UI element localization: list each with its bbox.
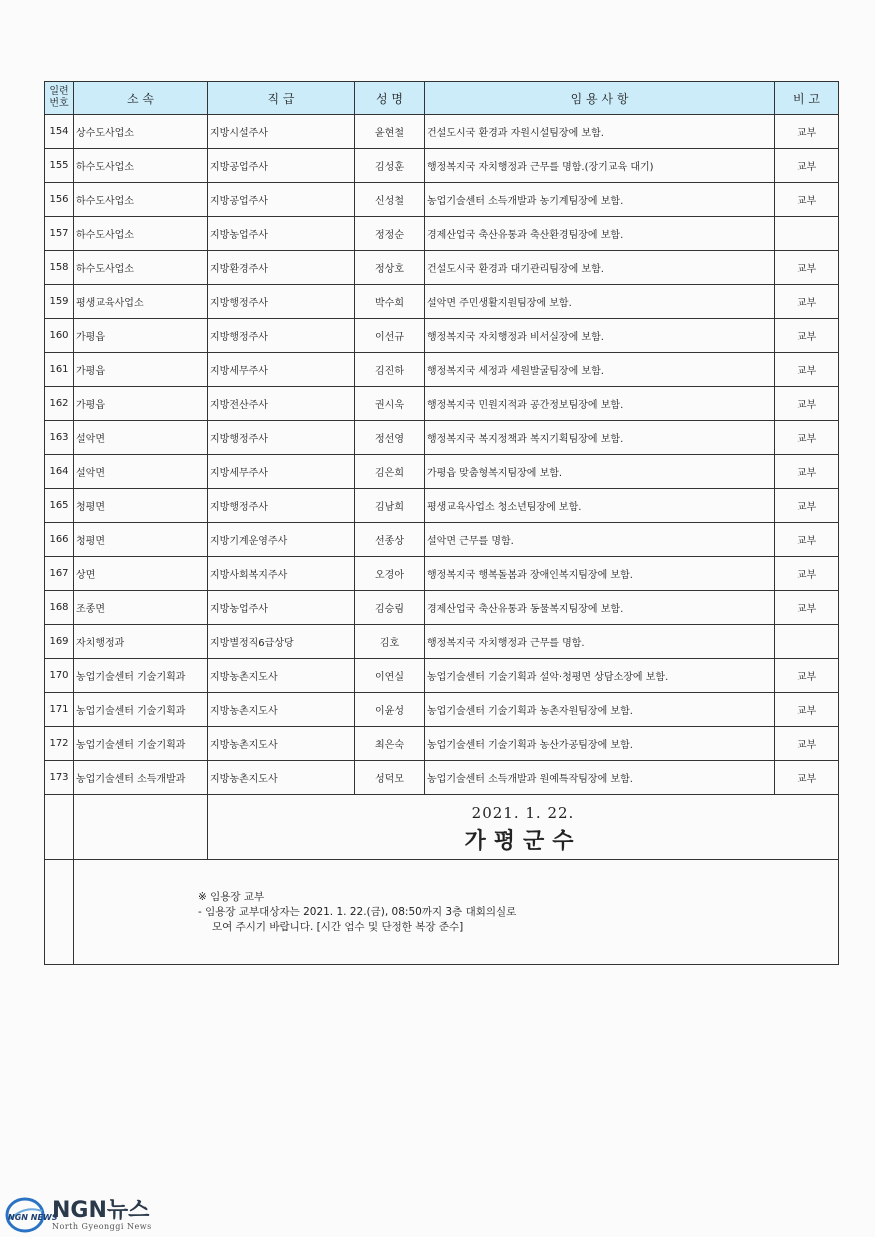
table-row [45, 319, 839, 353]
table-row [45, 625, 839, 659]
table-row [45, 251, 839, 285]
department-cell: 상면 [74, 557, 208, 591]
remark-cell: 교부 [775, 523, 839, 557]
name-cell: 이윤성 [355, 693, 425, 727]
issuer-name: 가평군수 [464, 827, 582, 854]
name-cell: 김호 [355, 625, 425, 659]
name-cell: 성덕모 [355, 761, 425, 795]
serial-number-cell: 173 [45, 761, 74, 795]
name-cell: 김승림 [355, 591, 425, 625]
grade-cell: 지방전산주사 [208, 387, 355, 421]
department-cell: 농업기술센터 기술기획과 [74, 659, 208, 693]
grade-cell: 지방별정직6급상당 [208, 625, 355, 659]
grade-cell: 지방공업주사 [208, 183, 355, 217]
remark-cell: 교부 [775, 421, 839, 455]
appointment-detail-cell: 행정복지국 세정과 세원발굴팀장에 보함. [425, 353, 775, 387]
remark-cell [775, 217, 839, 251]
remark-cell: 교부 [775, 693, 839, 727]
remark-cell: 교부 [775, 455, 839, 489]
name-cell: 오경아 [355, 557, 425, 591]
serial-number-cell: 165 [45, 489, 74, 523]
name-cell: 이선규 [355, 319, 425, 353]
table-row [45, 387, 839, 421]
ngn-news-logo [4, 1197, 152, 1233]
department-cell: 설악면 [74, 455, 208, 489]
notes-cell [74, 860, 839, 965]
department-cell: 농업기술센터 기술기획과 [74, 693, 208, 727]
grade-cell: 지방세무주사 [208, 455, 355, 489]
appointment-detail-cell: 행정복지국 자치행정과 근무를 명함.(장기교육 대기) [425, 149, 775, 183]
serial-number-cell: 162 [45, 387, 74, 421]
grade-cell: 지방행정주사 [208, 421, 355, 455]
remark-cell: 교부 [775, 251, 839, 285]
appointment-detail-cell: 경제산업국 축산유통과 축산환경팀장에 보함. [425, 217, 775, 251]
serial-number-cell: 156 [45, 183, 74, 217]
department-cell: 가평읍 [74, 387, 208, 421]
name-cell: 김진하 [355, 353, 425, 387]
appointment-detail-cell: 농업기술센터 기술기획과 설악·청평면 상담소장에 보함. [425, 659, 775, 693]
appointment-table [44, 81, 839, 965]
header-remark: 비 고 [775, 82, 839, 115]
department-cell: 하수도사업소 [74, 217, 208, 251]
name-cell: 김은희 [355, 455, 425, 489]
department-cell: 하수도사업소 [74, 183, 208, 217]
table-row [45, 149, 839, 183]
appointment-detail-cell: 행정복지국 민원지적과 공간정보팀장에 보함. [425, 387, 775, 421]
serial-number-cell: 166 [45, 523, 74, 557]
remark-cell: 교부 [775, 353, 839, 387]
notes-row [45, 860, 839, 965]
header-serial-number: 일련 번호 [45, 82, 74, 115]
grade-cell: 지방농촌지도사 [208, 727, 355, 761]
department-cell: 하수도사업소 [74, 251, 208, 285]
serial-number-cell: 171 [45, 693, 74, 727]
grade-cell: 지방농촌지도사 [208, 659, 355, 693]
table-row [45, 659, 839, 693]
grade-cell: 지방공업주사 [208, 149, 355, 183]
serial-number-cell: 155 [45, 149, 74, 183]
appointment-detail-cell: 설악면 근무를 명함. [425, 523, 775, 557]
notes-line: 모여 주시기 바랍니다. [시간 엄수 및 단정한 복장 준수] [212, 921, 464, 933]
remark-cell: 교부 [775, 319, 839, 353]
department-cell: 하수도사업소 [74, 149, 208, 183]
table-row [45, 115, 839, 149]
serial-number-cell: 159 [45, 285, 74, 319]
appointment-detail-cell: 행정복지국 자치행정과 근무를 명함. [425, 625, 775, 659]
table-body [45, 115, 839, 795]
department-cell: 농업기술센터 소득개발과 [74, 761, 208, 795]
grade-cell: 지방환경주사 [208, 251, 355, 285]
department-cell: 조종면 [74, 591, 208, 625]
serial-number-cell: 169 [45, 625, 74, 659]
serial-number-cell: 170 [45, 659, 74, 693]
remark-cell: 교부 [775, 183, 839, 217]
grade-cell: 지방행정주사 [208, 319, 355, 353]
grade-cell: 지방기계운영주사 [208, 523, 355, 557]
department-cell: 평생교육사업소 [74, 285, 208, 319]
table-row [45, 693, 839, 727]
appointment-detail-cell: 경제산업국 축산유통과 동물복지팀장에 보함. [425, 591, 775, 625]
name-cell: 윤현철 [355, 115, 425, 149]
table-row [45, 183, 839, 217]
name-cell: 선종상 [355, 523, 425, 557]
remark-cell: 교부 [775, 149, 839, 183]
logo-title: NGN뉴스 [52, 1197, 150, 1223]
name-cell: 정선영 [355, 421, 425, 455]
department-cell: 자치행정과 [74, 625, 208, 659]
grade-cell: 지방세무주사 [208, 353, 355, 387]
name-cell: 김성훈 [355, 149, 425, 183]
logo-subtitle: North Gyeonggi News [52, 1221, 152, 1231]
name-cell: 권시욱 [355, 387, 425, 421]
serial-number-cell: 164 [45, 455, 74, 489]
appointment-detail-cell: 설악면 주민생활지원팀장에 보함. [425, 285, 775, 319]
appointment-detail-cell: 농업기술센터 소득개발과 원예특작팀장에 보함. [425, 761, 775, 795]
ngn-globe-icon [4, 1197, 58, 1233]
appointment-detail-cell: 가평읍 맞춤형복지팀장에 보함. [425, 455, 775, 489]
remark-cell: 교부 [775, 761, 839, 795]
serial-number-cell: 157 [45, 217, 74, 251]
remark-cell: 교부 [775, 115, 839, 149]
remark-cell: 교부 [775, 727, 839, 761]
department-cell: 청평면 [74, 489, 208, 523]
appointment-detail-cell: 농업기술센터 기술기획과 농산가공팀장에 보함. [425, 727, 775, 761]
appointment-detail-cell: 농업기술센터 소득개발과 농기계팀장에 보함. [425, 183, 775, 217]
grade-cell: 지방시설주사 [208, 115, 355, 149]
serial-number-cell: 168 [45, 591, 74, 625]
table-row [45, 557, 839, 591]
remark-cell [775, 625, 839, 659]
remark-cell: 교부 [775, 387, 839, 421]
appointment-detail-cell: 평생교육사업소 청소년팀장에 보함. [425, 489, 775, 523]
header-department: 소 속 [74, 82, 208, 115]
remark-cell: 교부 [775, 591, 839, 625]
serial-number-cell: 154 [45, 115, 74, 149]
signature-cell [208, 795, 839, 860]
table-row [45, 591, 839, 625]
grade-cell: 지방행정주사 [208, 285, 355, 319]
table-header-row [45, 82, 839, 115]
name-cell: 김남희 [355, 489, 425, 523]
department-cell: 설악면 [74, 421, 208, 455]
table-row [45, 727, 839, 761]
serial-number-cell: 167 [45, 557, 74, 591]
appointment-detail-cell: 건설도시국 환경과 대기관리팀장에 보함. [425, 251, 775, 285]
department-cell: 가평읍 [74, 353, 208, 387]
serial-number-cell: 172 [45, 727, 74, 761]
table-row [45, 523, 839, 557]
name-cell: 최은숙 [355, 727, 425, 761]
department-cell: 상수도사업소 [74, 115, 208, 149]
remark-cell: 교부 [775, 285, 839, 319]
issue-date: 2021. 1. 22. [471, 803, 575, 822]
serial-number-cell: 161 [45, 353, 74, 387]
table-row [45, 421, 839, 455]
table-row [45, 761, 839, 795]
grade-cell: 지방농촌지도사 [208, 693, 355, 727]
grade-cell: 지방농업주사 [208, 591, 355, 625]
grade-cell: 지방농촌지도사 [208, 761, 355, 795]
serial-number-cell: 158 [45, 251, 74, 285]
grade-cell: 지방행정주사 [208, 489, 355, 523]
appointment-detail-cell: 건설도시국 환경과 자원시설팀장에 보함. [425, 115, 775, 149]
remark-cell: 교부 [775, 659, 839, 693]
notes-heading: ※ 임용장 교부 [198, 891, 265, 903]
department-cell: 청평면 [74, 523, 208, 557]
department-cell: 농업기술센터 기술기획과 [74, 727, 208, 761]
name-cell: 박수희 [355, 285, 425, 319]
remark-cell: 교부 [775, 557, 839, 591]
table-row [45, 353, 839, 387]
remark-cell: 교부 [775, 489, 839, 523]
appointment-detail-cell: 농업기술센터 기술기획과 농촌자원팀장에 보함. [425, 693, 775, 727]
name-cell: 정정순 [355, 217, 425, 251]
table-row [45, 489, 839, 523]
department-cell: 가평읍 [74, 319, 208, 353]
serial-number-cell: 160 [45, 319, 74, 353]
table-row [45, 285, 839, 319]
table-row [45, 455, 839, 489]
name-cell: 정상호 [355, 251, 425, 285]
appointment-detail-cell: 행정복지국 복지정책과 복지기획팀장에 보함. [425, 421, 775, 455]
table-row [45, 217, 839, 251]
grade-cell: 지방농업주사 [208, 217, 355, 251]
svg-text:NGN NEWS: NGN NEWS [8, 1213, 58, 1222]
name-cell: 신성철 [355, 183, 425, 217]
appointment-detail-cell: 행정복지국 자치행정과 비서실장에 보함. [425, 319, 775, 353]
appointment-detail-cell: 행정복지국 행복돌봄과 장애인복지팀장에 보함. [425, 557, 775, 591]
header-grade: 직 급 [208, 82, 355, 115]
grade-cell: 지방사회복지주사 [208, 557, 355, 591]
serial-number-cell: 163 [45, 421, 74, 455]
notes-line: - 임용장 교부대상자는 2021. 1. 22.(금), 08:50까지 3층 대회의실로 [198, 906, 517, 918]
name-cell: 이연실 [355, 659, 425, 693]
header-name: 성 명 [355, 82, 425, 115]
signature-row [45, 795, 839, 860]
header-appointment-detail: 임 용 사 항 [425, 82, 775, 115]
